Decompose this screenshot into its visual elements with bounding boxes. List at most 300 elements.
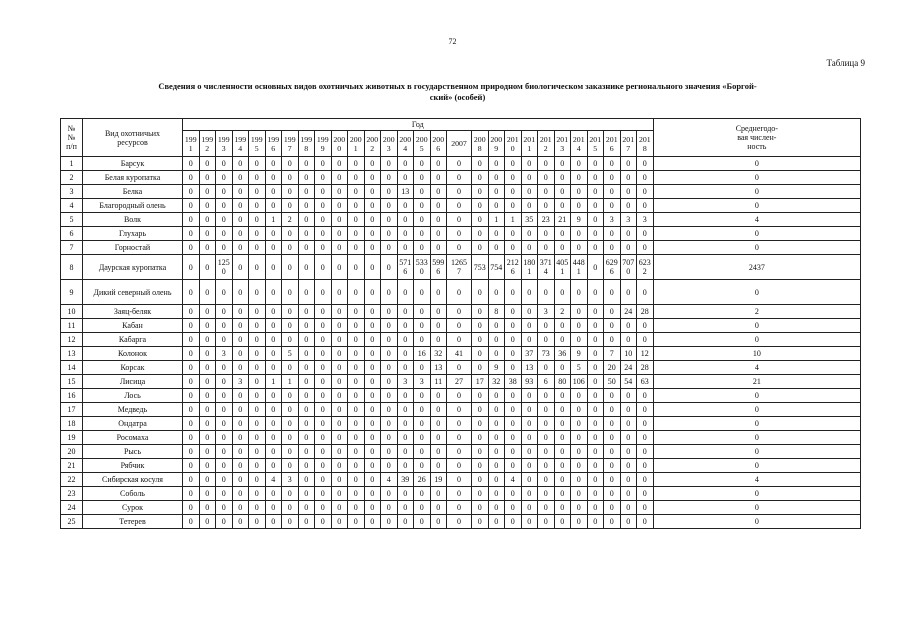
- value-cell: [282, 361, 299, 375]
- value-cell-line: 0: [238, 173, 243, 182]
- value-cell: [472, 305, 489, 319]
- value-cell: [447, 431, 472, 445]
- value-cell: [282, 347, 299, 361]
- value-cell: [521, 280, 538, 305]
- value-cell: [381, 417, 398, 431]
- value-cell: [348, 431, 365, 445]
- value-cell: [505, 319, 522, 333]
- value-cell: [538, 417, 555, 431]
- value-cell-line: 0: [560, 229, 565, 238]
- value-cell-line: 0: [477, 201, 482, 210]
- value-cell: [183, 361, 200, 375]
- value-cell-line: 0: [337, 363, 342, 372]
- value-cell-line: 0: [560, 461, 565, 470]
- value-cell: [587, 171, 604, 185]
- value-cell-line: 0: [543, 419, 548, 428]
- value-cell-line: 0: [593, 433, 598, 442]
- value-cell: [265, 375, 282, 389]
- value-cell-line: 0: [543, 517, 548, 526]
- value-cell: [620, 319, 637, 333]
- value-cell-line: 0: [576, 461, 581, 470]
- value-cell: [249, 333, 266, 347]
- value-cell-line: 0: [593, 159, 598, 168]
- value-cell: [554, 241, 571, 255]
- value-cell: [298, 375, 315, 389]
- value-cell-line: 0: [320, 229, 325, 238]
- value-cell: [199, 227, 216, 241]
- value-cell-line: 0: [320, 201, 325, 210]
- value-cell: [604, 255, 621, 280]
- value-cell: [199, 333, 216, 347]
- value-cell-line: 0: [238, 363, 243, 372]
- value-cell-line: 0: [403, 461, 408, 470]
- value-cell-line: 0: [527, 201, 532, 210]
- value-cell-line: 125: [217, 258, 230, 267]
- value-cell-line: 0: [337, 229, 342, 238]
- value-cell: [232, 361, 249, 375]
- year-header-line: 199: [283, 134, 296, 144]
- value-cell-line: 0: [254, 433, 259, 442]
- value-cell: [381, 445, 398, 459]
- value-cell-line: 0: [593, 475, 598, 484]
- value-cell: [397, 199, 414, 213]
- value-cell: [381, 241, 398, 255]
- value-cell-line: 0: [457, 419, 461, 428]
- value-cell-line: 0: [436, 201, 441, 210]
- value-cell: [488, 213, 505, 227]
- value-cell-line: 0: [320, 159, 325, 168]
- value-cell-line: 0: [510, 517, 515, 526]
- value-cell-line: 0: [386, 363, 391, 372]
- value-cell-line: 3: [403, 377, 408, 386]
- value-cell-line: 0: [510, 243, 515, 252]
- value-cell-line: 0: [337, 391, 342, 400]
- value-cell-line: 0: [642, 517, 647, 526]
- table-row: [61, 389, 861, 403]
- row-number: 20: [61, 445, 83, 459]
- table-row: [61, 403, 861, 417]
- value-cell: [397, 501, 414, 515]
- value-cell: [249, 255, 266, 280]
- value-cell: [554, 445, 571, 459]
- value-cell-line: 0: [576, 405, 581, 414]
- average-cell: 4: [653, 213, 861, 227]
- value-cell-line: 0: [337, 159, 342, 168]
- value-cell: [554, 361, 571, 375]
- value-cell-line: 0: [205, 262, 210, 272]
- value-cell: [216, 185, 233, 199]
- table-title: [60, 81, 855, 103]
- value-cell-line: 0: [304, 349, 309, 358]
- table-row: [61, 319, 861, 333]
- value-cell-line: 2: [642, 267, 647, 276]
- value-cell: [447, 389, 472, 403]
- value-cell: [348, 417, 365, 431]
- table-row: [61, 185, 861, 199]
- value-cell: [331, 487, 348, 501]
- value-cell-line: 0: [457, 229, 461, 238]
- value-cell: [265, 305, 282, 319]
- value-cell-line: 19: [434, 475, 443, 484]
- value-cell: [397, 333, 414, 347]
- value-cell-line: 1: [287, 377, 292, 386]
- average-cell: 0: [653, 199, 861, 213]
- value-cell-line: 0: [304, 307, 309, 316]
- value-cell: [505, 199, 522, 213]
- value-cell-line: 0: [560, 201, 565, 210]
- value-cell: [414, 347, 431, 361]
- year-header-line: 201: [556, 134, 569, 144]
- value-cell-line: 1: [271, 377, 276, 386]
- value-cell-line: 0: [642, 287, 647, 297]
- value-cell: [430, 227, 447, 241]
- value-cell-line: 0: [370, 262, 375, 272]
- value-cell: [348, 459, 365, 473]
- value-cell: [505, 255, 522, 280]
- value-cell-line: 0: [457, 405, 461, 414]
- value-cell: [430, 213, 447, 227]
- value-cell: [571, 473, 588, 487]
- value-cell: [554, 227, 571, 241]
- value-cell-line: 0: [527, 489, 532, 498]
- value-cell-line: 0: [403, 287, 408, 297]
- value-cell: [637, 417, 654, 431]
- value-cell-line: 0: [593, 287, 598, 297]
- value-cell: [521, 417, 538, 431]
- value-cell-line: 50: [607, 377, 616, 386]
- year-header: [604, 131, 621, 157]
- value-cell-line: 0: [477, 215, 482, 224]
- value-cell: [199, 171, 216, 185]
- value-cell: [521, 445, 538, 459]
- value-cell: [620, 501, 637, 515]
- value-cell: [620, 241, 637, 255]
- value-cell: [538, 255, 555, 280]
- value-cell: [183, 417, 200, 431]
- value-cell: [183, 213, 200, 227]
- value-cell-line: 0: [436, 287, 441, 297]
- value-cell-line: 0: [337, 447, 342, 456]
- value-cell-line: 5: [287, 349, 292, 358]
- value-cell: [265, 171, 282, 185]
- value-cell: [397, 227, 414, 241]
- value-cell: [348, 333, 365, 347]
- value-cell: [604, 473, 621, 487]
- value-cell: [249, 185, 266, 199]
- value-cell: [414, 361, 431, 375]
- value-cell-line: 0: [353, 201, 358, 210]
- value-cell-line: 0: [576, 187, 581, 196]
- year-header-line: 4: [576, 143, 581, 153]
- value-cell-line: 0: [205, 433, 210, 442]
- value-cell: [315, 375, 332, 389]
- value-cell-line: 0: [353, 187, 358, 196]
- year-header-line: 200: [366, 134, 379, 144]
- value-cell: [587, 459, 604, 473]
- value-cell: [364, 361, 381, 375]
- value-cell: [249, 473, 266, 487]
- value-cell: [414, 515, 431, 529]
- value-cell-line: 0: [436, 405, 441, 414]
- value-cell: [364, 487, 381, 501]
- row-number: 16: [61, 389, 83, 403]
- value-cell-line: 93: [525, 377, 534, 386]
- year-header-line: 8: [477, 143, 482, 153]
- value-cell-line: 0: [576, 391, 581, 400]
- value-cell-line: 0: [642, 243, 647, 252]
- value-cell: [447, 473, 472, 487]
- value-cell: [571, 227, 588, 241]
- value-cell: [430, 280, 447, 305]
- value-cell: [521, 227, 538, 241]
- value-cell-line: 106: [572, 377, 585, 386]
- year-header-line: 3: [560, 143, 565, 153]
- value-cell: [397, 445, 414, 459]
- value-cell-line: 0: [626, 159, 631, 168]
- value-cell-line: 0: [188, 517, 193, 526]
- value-cell: [199, 185, 216, 199]
- value-cell: [364, 171, 381, 185]
- value-cell-line: 0: [543, 405, 548, 414]
- value-cell-line: 0: [403, 363, 408, 372]
- row-number: 22: [61, 473, 83, 487]
- value-cell: [604, 487, 621, 501]
- value-cell-line: 0: [254, 405, 259, 414]
- value-cell-line: 0: [560, 321, 565, 330]
- table-title-line-2: ский» (особей): [429, 92, 486, 102]
- value-cell-line: 0: [221, 307, 226, 316]
- value-cell: [521, 305, 538, 319]
- value-cell-line: 0: [593, 489, 598, 498]
- value-cell-line: 0: [477, 187, 482, 196]
- value-cell: [521, 347, 538, 361]
- value-cell-line: 0: [287, 489, 292, 498]
- value-cell: [414, 501, 431, 515]
- row-number: 13: [61, 347, 83, 361]
- average-cell: 0: [653, 157, 861, 171]
- value-cell-line: 0: [238, 391, 243, 400]
- value-cell-line: 0: [370, 307, 375, 316]
- value-cell-line: 3: [642, 215, 647, 224]
- value-cell: [472, 473, 489, 487]
- value-cell-line: 0: [510, 229, 515, 238]
- year-header: [505, 131, 522, 157]
- year-header: [430, 131, 447, 157]
- value-cell: [604, 213, 621, 227]
- value-cell: [472, 375, 489, 389]
- value-cell: [604, 199, 621, 213]
- value-cell-line: 3: [419, 377, 424, 386]
- value-cell-line: 0: [626, 243, 631, 252]
- year-header: [587, 131, 604, 157]
- value-cell: [216, 199, 233, 213]
- table-row: [61, 375, 861, 389]
- value-cell-line: 0: [494, 433, 499, 442]
- value-cell: [265, 333, 282, 347]
- value-cell: [348, 473, 365, 487]
- year-header-line: 5: [254, 143, 259, 153]
- value-cell-line: 0: [642, 201, 647, 210]
- table-row: [61, 501, 861, 515]
- value-cell-line: 754: [490, 262, 503, 272]
- value-cell-line: 0: [271, 243, 276, 252]
- resource-name: Сурок: [83, 501, 183, 515]
- value-cell-line: 0: [271, 262, 276, 272]
- value-cell: [199, 255, 216, 280]
- value-cell: [298, 157, 315, 171]
- value-cell-line: 0: [403, 307, 408, 316]
- value-cell-line: 0: [593, 215, 598, 224]
- value-cell-line: 0: [642, 419, 647, 428]
- value-cell-line: 0: [419, 433, 424, 442]
- value-cell-line: 0: [304, 201, 309, 210]
- value-cell-line: 0: [543, 229, 548, 238]
- value-cell-line: 0: [353, 349, 358, 358]
- value-cell-line: 24: [624, 307, 633, 316]
- value-cell: [381, 185, 398, 199]
- value-cell: [637, 375, 654, 389]
- value-cell: [447, 417, 472, 431]
- value-cell: [315, 255, 332, 280]
- value-cell-line: 0: [436, 159, 441, 168]
- value-cell: [620, 487, 637, 501]
- value-cell: [232, 417, 249, 431]
- value-cell: [571, 333, 588, 347]
- value-cell-line: 20: [607, 363, 616, 372]
- value-cell-line: 0: [304, 377, 309, 386]
- value-cell-line: 7: [609, 349, 614, 358]
- value-cell-line: 0: [271, 391, 276, 400]
- value-cell-line: 0: [436, 391, 441, 400]
- value-cell: [331, 333, 348, 347]
- value-cell-line: 4: [386, 475, 391, 484]
- value-cell: [232, 347, 249, 361]
- value-cell: [265, 280, 282, 305]
- value-cell: [505, 515, 522, 529]
- value-cell: [397, 375, 414, 389]
- value-cell: [637, 280, 654, 305]
- value-cell-line: 26: [417, 475, 426, 484]
- value-cell-line: 0: [238, 349, 243, 358]
- value-cell: [620, 280, 637, 305]
- resource-name: Рысь: [83, 445, 183, 459]
- value-cell-line: 0: [543, 489, 548, 498]
- value-cell-line: 0: [370, 433, 375, 442]
- row-number: 14: [61, 361, 83, 375]
- value-cell-line: 0: [436, 503, 441, 512]
- value-cell: [183, 515, 200, 529]
- value-cell: [488, 199, 505, 213]
- average-cell: 2437: [653, 255, 861, 280]
- value-cell: [472, 431, 489, 445]
- value-cell-line: 0: [221, 187, 226, 196]
- value-cell-line: 0: [205, 173, 210, 182]
- value-cell: [397, 255, 414, 280]
- average-cell: 0: [653, 241, 861, 255]
- value-cell-line: 11: [434, 377, 443, 386]
- value-cell-line: 0: [510, 159, 515, 168]
- value-cell-line: 0: [494, 229, 499, 238]
- value-cell: [521, 389, 538, 403]
- value-cell: [571, 305, 588, 319]
- value-cell-line: 0: [543, 447, 548, 456]
- value-cell-line: 0: [494, 517, 499, 526]
- value-cell: [348, 375, 365, 389]
- value-cell-line: 0: [626, 489, 631, 498]
- year-header: [637, 131, 654, 157]
- value-cell: [199, 417, 216, 431]
- value-cell-line: 0: [238, 335, 243, 344]
- value-cell: [554, 199, 571, 213]
- value-cell: [265, 319, 282, 333]
- value-cell: [620, 213, 637, 227]
- value-cell: [282, 389, 299, 403]
- value-cell: [472, 241, 489, 255]
- value-cell-line: 0: [370, 391, 375, 400]
- value-cell: [249, 361, 266, 375]
- value-cell: [397, 280, 414, 305]
- value-cell: [364, 459, 381, 473]
- value-cell: [282, 227, 299, 241]
- value-cell-line: 0: [238, 229, 243, 238]
- value-cell-line: 0: [436, 335, 441, 344]
- value-cell-line: 0: [403, 447, 408, 456]
- year-header: [199, 131, 216, 157]
- value-cell: [331, 389, 348, 403]
- value-cell-line: 0: [221, 447, 226, 456]
- value-cell-line: 0: [337, 461, 342, 470]
- value-cell: [538, 157, 555, 171]
- value-cell-line: 0: [626, 405, 631, 414]
- value-cell: [348, 213, 365, 227]
- value-cell: [348, 255, 365, 280]
- value-cell-line: 0: [370, 349, 375, 358]
- value-cell: [637, 319, 654, 333]
- year-header: [315, 131, 332, 157]
- value-cell-line: 0: [436, 307, 441, 316]
- value-cell-line: 0: [560, 391, 565, 400]
- value-cell: [505, 487, 522, 501]
- year-header-line: 5: [593, 143, 598, 153]
- value-cell: [183, 473, 200, 487]
- value-cell: [183, 157, 200, 171]
- value-cell-line: 0: [494, 461, 499, 470]
- value-cell-line: 0: [626, 335, 631, 344]
- value-cell: [282, 487, 299, 501]
- value-cell-line: 0: [205, 287, 210, 297]
- value-cell: [331, 501, 348, 515]
- value-cell: [488, 227, 505, 241]
- value-cell: [637, 185, 654, 199]
- value-cell: [249, 157, 266, 171]
- value-cell: [604, 515, 621, 529]
- value-cell: [637, 347, 654, 361]
- value-cell-line: 0: [287, 287, 292, 297]
- value-cell-line: 0: [271, 307, 276, 316]
- year-header: [348, 131, 365, 157]
- value-cell-line: 0: [494, 391, 499, 400]
- value-cell: [604, 501, 621, 515]
- value-cell-line: 0: [238, 475, 243, 484]
- value-cell: [397, 417, 414, 431]
- value-cell: [538, 241, 555, 255]
- resource-name: Глухарь: [83, 227, 183, 241]
- value-cell-line: 0: [320, 517, 325, 526]
- value-cell: [216, 487, 233, 501]
- value-cell: [183, 199, 200, 213]
- value-cell: [315, 280, 332, 305]
- value-cell-line: 0: [609, 287, 614, 297]
